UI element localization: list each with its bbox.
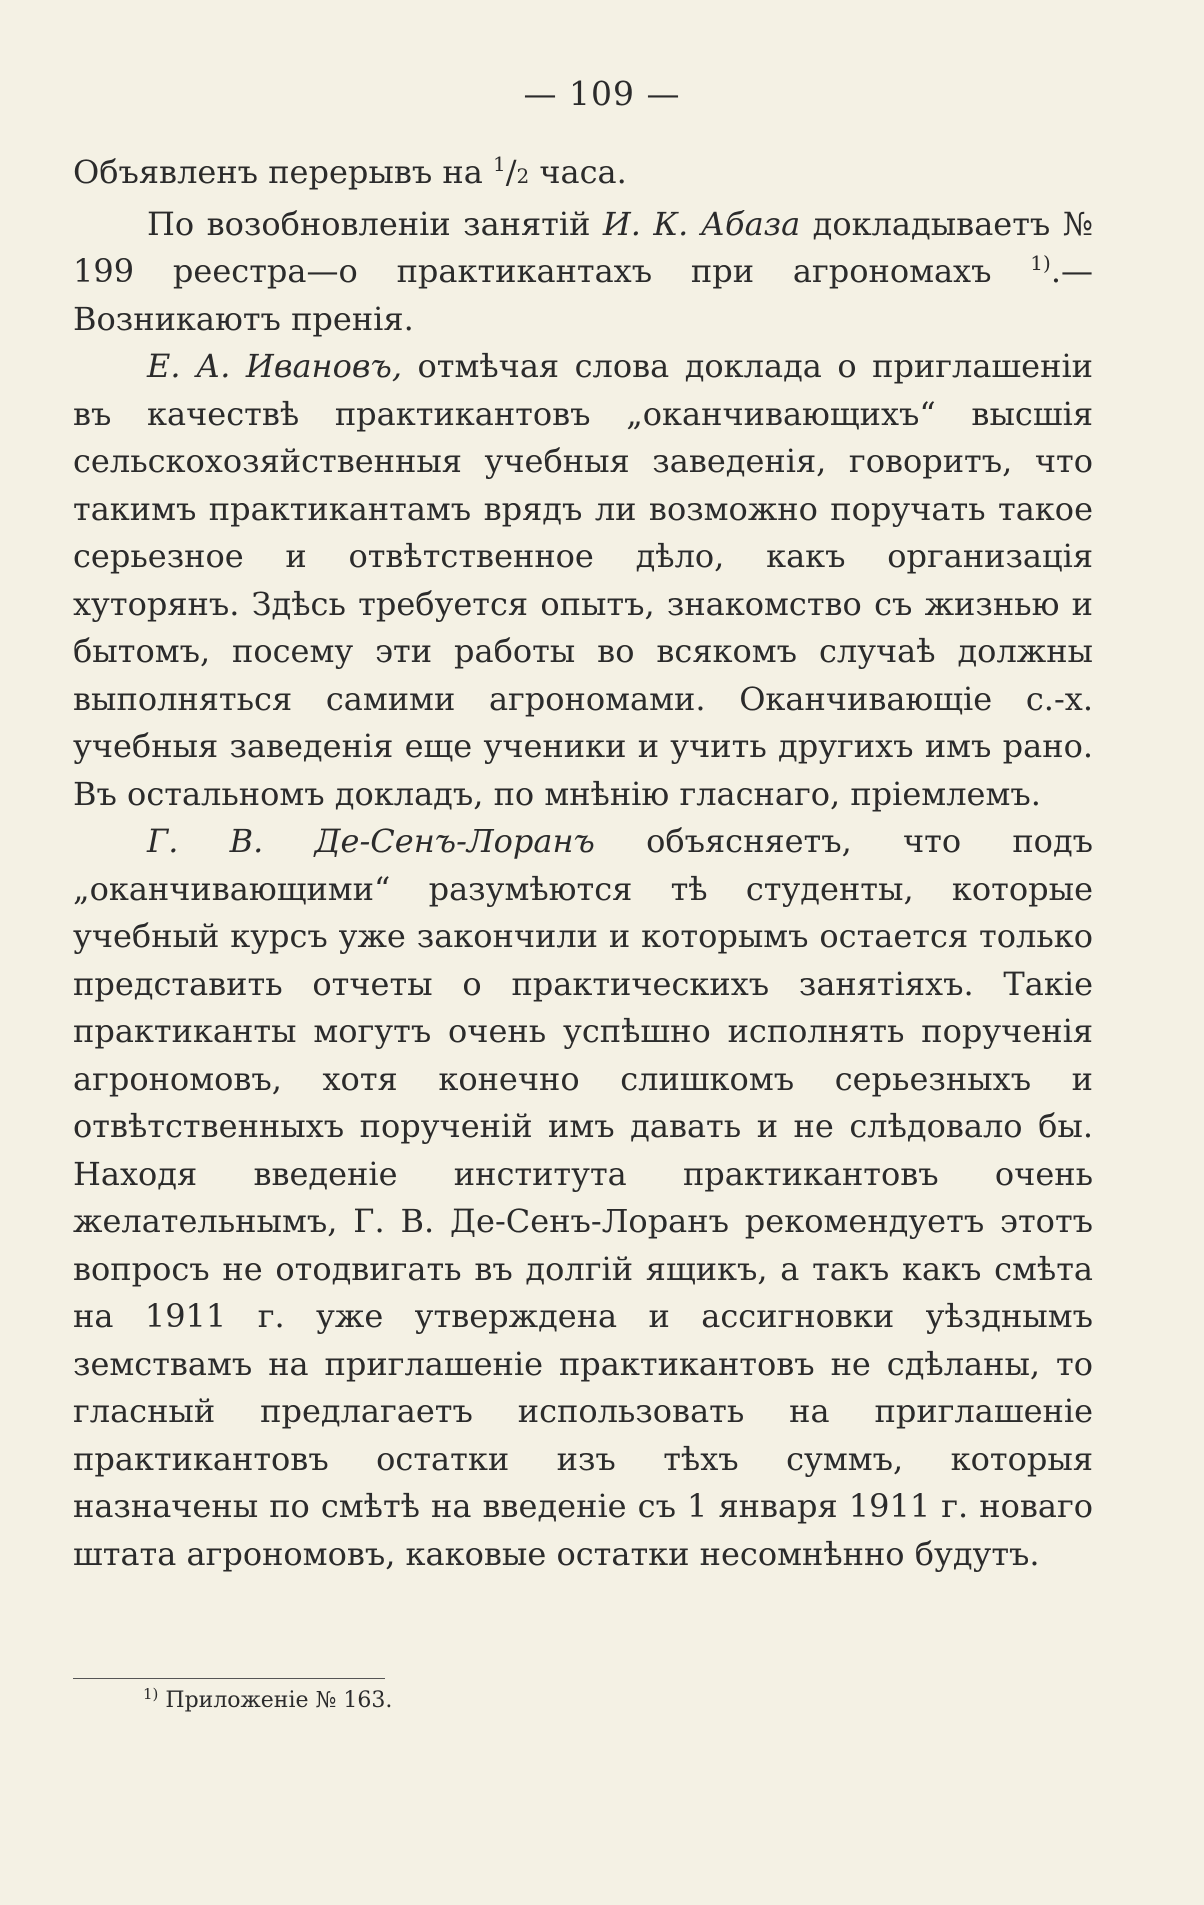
paragraph-abaza-report (73, 201, 1093, 344)
body-text (73, 141, 1093, 1578)
paragraph-break-announcement (73, 141, 1093, 201)
paragraph-text: Объявленъ перерывъ на (73, 153, 493, 191)
footnote-text: Приложеніе № 163. (158, 1688, 393, 1713)
fraction-half (493, 153, 529, 191)
footnote-divider (73, 1678, 385, 1679)
fraction-slash: / (505, 153, 517, 191)
paragraph-tail: .— Возникаютъ пренія. (73, 252, 1093, 338)
speaker-name: И. К. Абаза (602, 204, 801, 243)
paragraph-text: докладываетъ № 199 реестра—о практикантахъ при агрономахъ (73, 204, 1093, 290)
paragraph-tail: часа. (529, 153, 627, 191)
paragraph-text: отмѣчая слова доклада о приглашеніи въ качествѣ практикантовъ „оканчивающихъ“ высшія сельскохозяйственныя учебныя заведенія, говоритъ, что такимъ практикантамъ врядъ ли возможно поручать такое серьезное и отвѣтственное дѣло, какъ организація хуторянъ. Здѣсь требуется опытъ, знакомство съ жизнью и бытомъ, посему эти работы во всякомъ случаѣ должны выполняться самими агрономами. Оканчивающіе с.-х. учебныя заведенія еще ученики и учить другихъ имъ рано. Въ остальномъ докладъ, по мнѣнію гласнаго, пріемлемъ. (73, 347, 1094, 813)
paragraph-lead: По возобновленіи занятій (147, 204, 603, 243)
footnote-mark: 1) (143, 1685, 159, 1703)
fraction-denominator: 2 (516, 164, 530, 188)
footnote-reference: 1) (1030, 251, 1051, 275)
paragraph-ivanov-remarks (73, 343, 1093, 818)
footnote (143, 1686, 392, 1716)
page-number: — 109 — (523, 74, 681, 113)
paragraph-text: объясняетъ, что подъ „оканчивающими“ разумѣются тѣ студенты, которые учебный курсъ уже закончили и которымъ остается только представить отчеты о практическихъ занятіяхъ. Такіе практиканты могутъ очень успѣшно исполнять порученія агрономовъ, хотя конечно слишкомъ серьезныхъ и отвѣтственныхъ порученій имъ давать и не слѣдовало бы. Находя введеніе института практикантовъ очень желательнымъ, Г. В. Де-Сенъ-Лоранъ рекомендуетъ этотъ вопросъ не отодвигать въ долгій ящикъ, а такъ какъ смѣта на 1911 г. уже утверждена и ассигновки уѣзднымъ земствамъ на приглашеніе практикантовъ не сдѣланы, то гласный предлагаетъ использовать на приглашеніе практикантовъ остатки изъ тѣхъ суммъ, которыя назначены по смѣтѣ на введеніе съ 1 января 1911 г. новаго штата агрономовъ, каковые остатки несомнѣнно будутъ. (73, 822, 1094, 1573)
paragraph-de-saint-laurent-remarks (73, 818, 1093, 1578)
fraction-numerator: 1 (492, 152, 506, 176)
speaker-name: Г. В. Де-Сенъ-Лоранъ (147, 822, 595, 860)
speaker-name: Е. А. Ивановъ, (147, 347, 403, 385)
